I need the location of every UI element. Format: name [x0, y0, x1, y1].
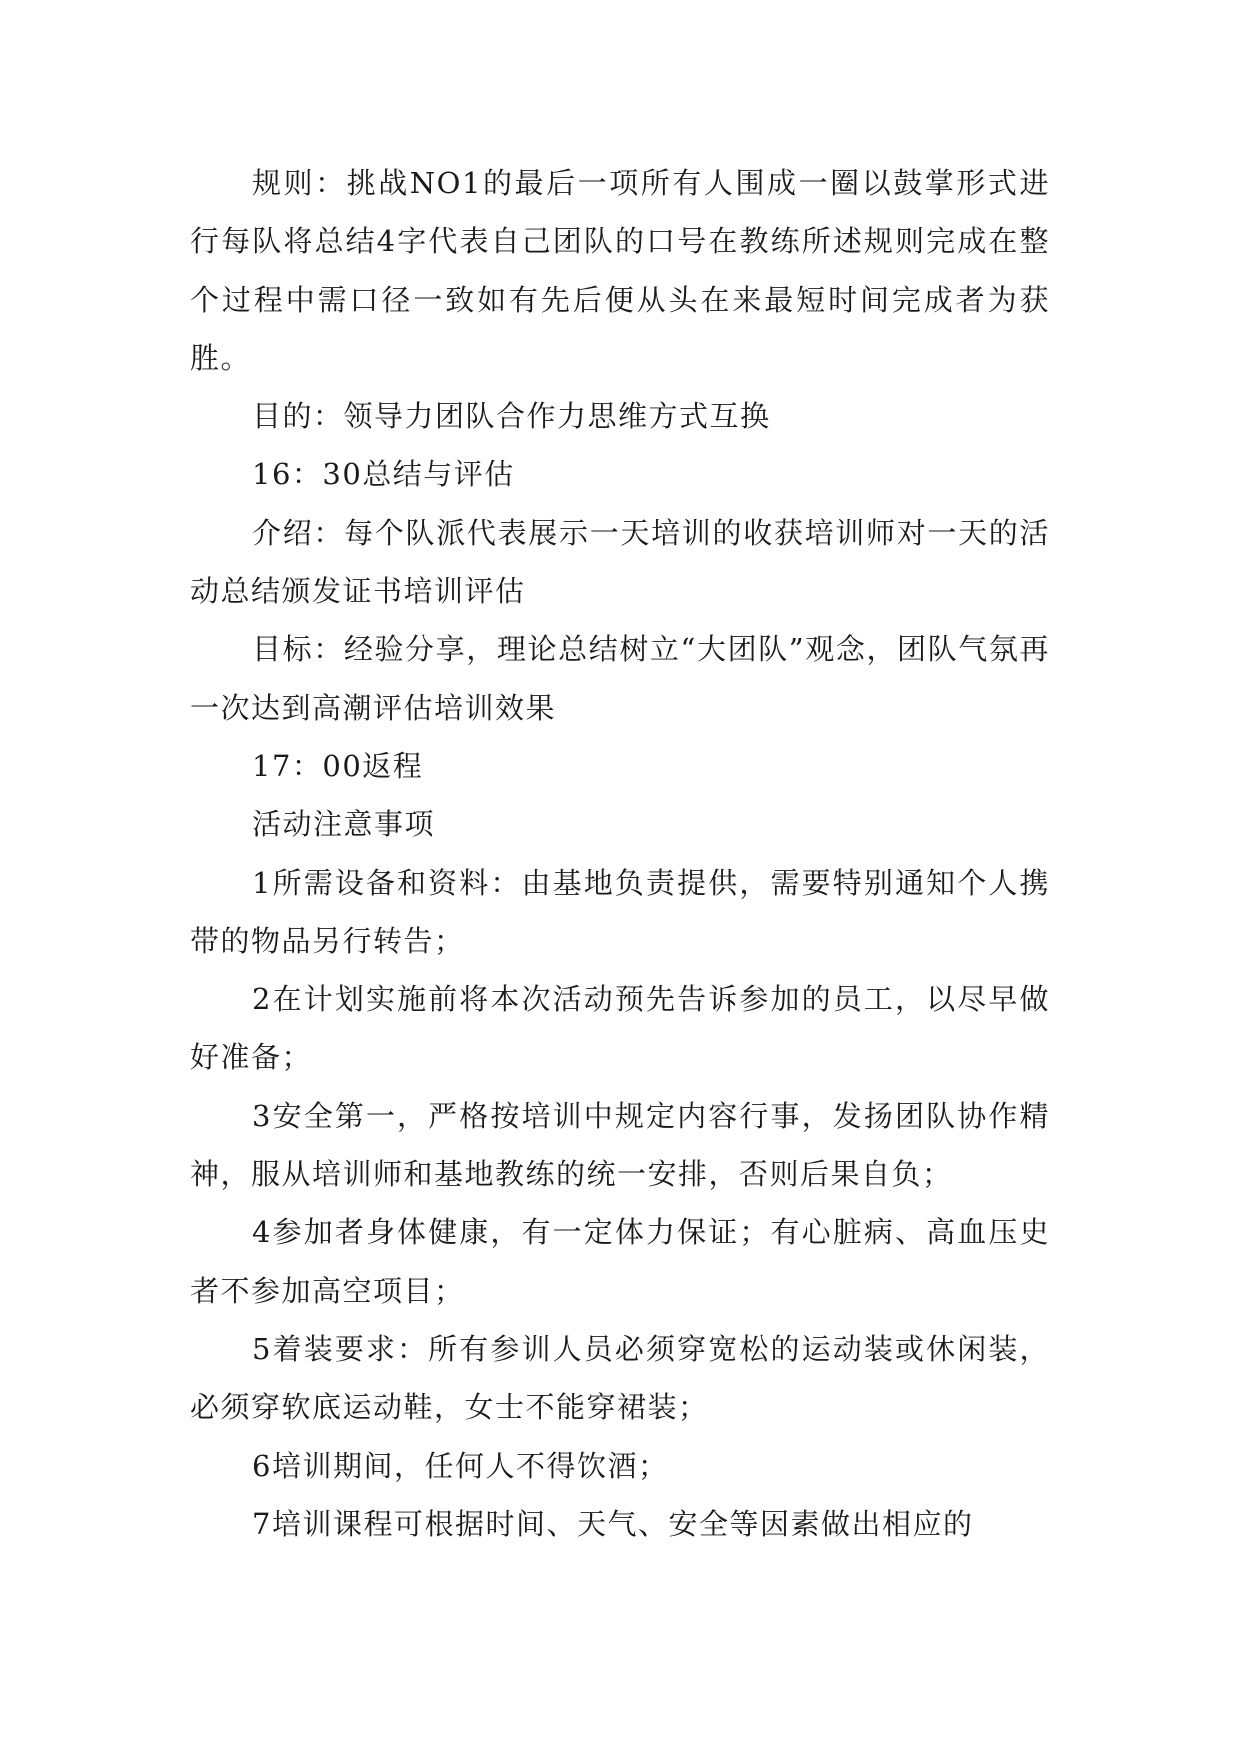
- paragraph-note-3: 3安全第一，严格按培训中规定内容行事，发扬团队协作精神，服从培训师和基地教练的统一安排，否则后果自负；: [190, 1098, 1050, 1192]
- document-body: [190, 154, 1050, 1553]
- paragraph-notes-heading: 活动注意事项: [252, 807, 436, 842]
- paragraph-introduction: 介绍：每个队派代表展示一天培训的收获培训师对一天的活动总结颁发证书培训评估: [190, 515, 1050, 609]
- paragraph-purpose: 目的：领导力团队合作力思维方式互换: [252, 399, 771, 434]
- paragraph-goal: 目标：经验分享，理论总结树立“大团队”观念，团队气氛再一次达到高潮评估培训效果: [190, 632, 1050, 725]
- paragraph-schedule-1630: 16：30总结与评估: [252, 457, 515, 492]
- paragraph-note-2: 2在计划实施前将本次活动预先告诉参加的员工，以尽早做好准备；: [190, 982, 1050, 1075]
- paragraph-schedule-1700: 17：00返程: [252, 748, 424, 783]
- paragraph-note-6: 6培训期间，任何人不得饮酒；: [252, 1448, 669, 1483]
- paragraph-note-1: 1所需设备和资料：由基地负责提供，需要特别通知个人携带的物品另行转告；: [190, 865, 1050, 958]
- paragraph-note-7: 7培训课程可根据时间、天气、安全等因素做出相应的: [252, 1506, 974, 1541]
- paragraph-note-4: 4参加者身体健康，有一定体力保证；有心脏病、高血压史者不参加高空项目；: [190, 1215, 1050, 1308]
- paragraph-rules: 规则：挑战NO1的最后一项所有人围成一圈以鼓掌形式进行每队将总结4字代表自己团队的口号在教练所述规则完成在整个过程中需口径一致如有先后便从头在来最短时间完成者为获胜。: [190, 166, 1050, 375]
- paragraph-note-5: 5着装要求：所有参训人员必须穿宽松的运动装或休闲装，必须穿软底运动鞋，女士不能穿裙装；: [190, 1331, 1050, 1425]
